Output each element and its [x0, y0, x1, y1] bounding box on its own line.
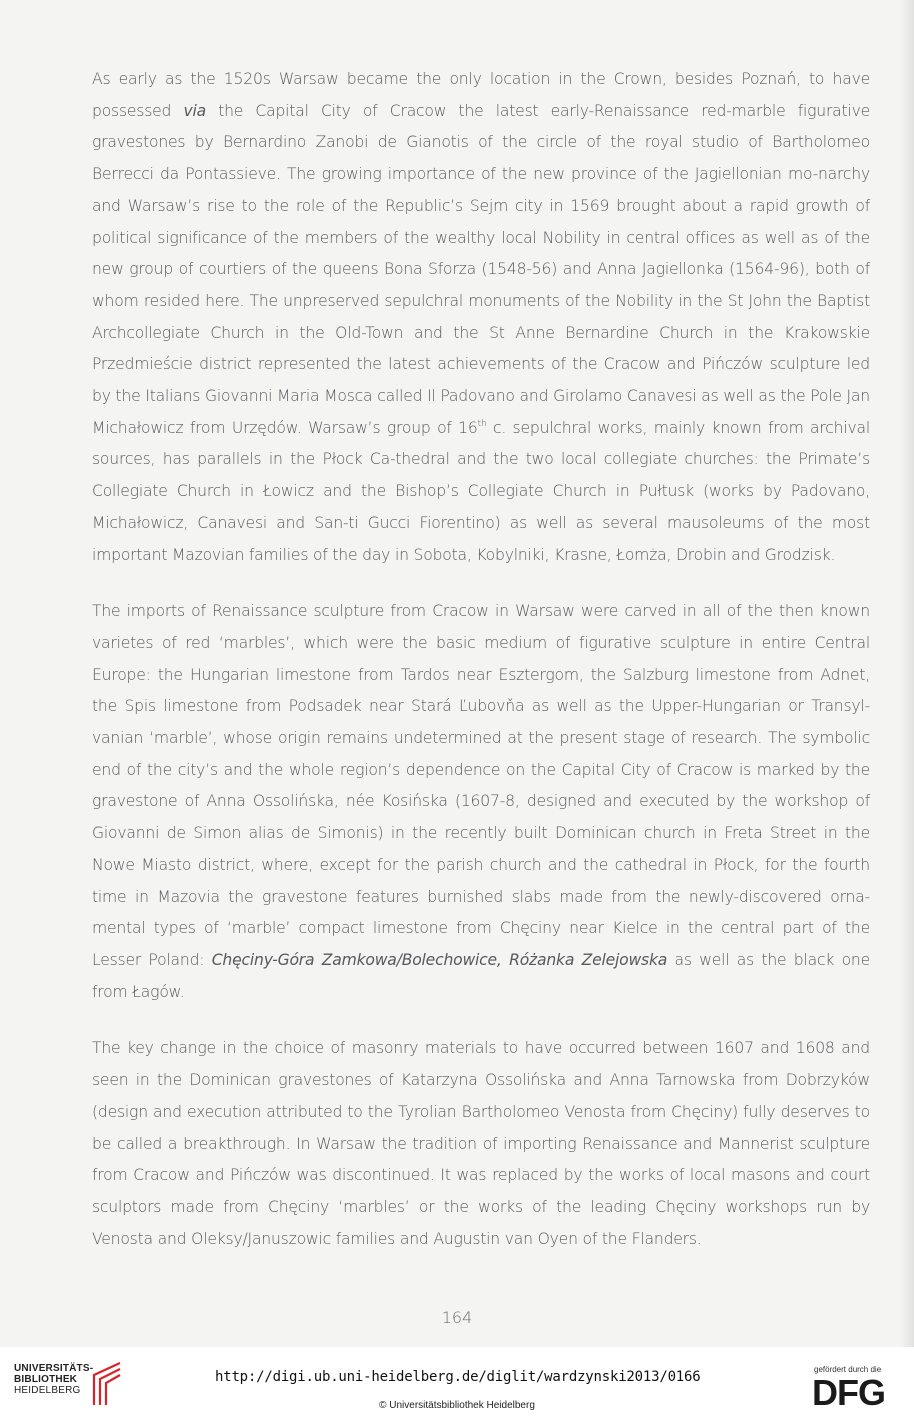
permalink-url[interactable]: http://digi.ub.uni-heidelberg.de/diglit/wardzynski2013/0166	[215, 1369, 701, 1385]
text-run: The imports of Renaissance sculpture from Cracow in Warsaw were carved in all of the then known varietes of red ‘marbles’, which were the basic medium of figurative sculpture in entire Central Europe: the Hungarian limestone from Tardos near Esztergom, the Salzburg limestone from Adnet, the Spis limestone from Podsadek near Stará Ľubovňa as well as the Upper-Hungarian or Transyl-vanian ‘marble’, whose origin remains undetermined at the present stage of research. The symbolic end of the city’s and the whole region’s dependence on the Capital City of Cracow is marked by the gravestone of Anna Ossolińska, née Kosińska (1607-8, designed and executed by the workshop of Giovanni de Simon alias de Simonis) in the recently built Dominican church in Freta Street in the Nowe Miasto district, where, except for the parish church and the cathedral in Płock, for the fourth time in Mazovia the gravestone features burnished slabs made from the newly-discovered orna-mental types of ‘marble’ compact limestone from Chęciny near Kielce in the central part of the Lesser Poland:	[92, 602, 870, 969]
paragraph-2	[92, 596, 870, 1008]
dfg-caption: gefördert durch die	[814, 1365, 882, 1374]
superscript-text: th	[477, 418, 487, 429]
library-logo-text	[14, 1363, 93, 1396]
text-run: The key change in the choice of masonry materials to have occurred between 1607 and 1608 and seen in the Dominican gravestones of Katarzyna Ossolińska and Anna Tarnowska from Dobrzyków (design and execution attributed to the Tyrolian Bartholomeo Venosta from Chęciny) fully deserves to be called a breakthrough. In Warsaw the tradition of importing Renaissance and Mannerist sculpture from Cracow and Pińczów was discontinued. It was replaced by the works of local masons and court sculptors made from Chęciny ‘marbles’ or the works of the leading Chęciny workshops run by Venosta and Oleksy/Januszowic families and Augustin van Oyen of the Flanders.	[92, 1039, 870, 1248]
italic-text: via	[183, 101, 206, 120]
page-number: 164	[441, 1308, 473, 1327]
copyright-notice: © Universitätsbibliothek Heidelberg	[379, 1400, 535, 1411]
text-run: the Capital City of Cracow the latest early-Renaissance red-marble figurative gravestones by Bernardino Zanobi de Gianotis of the circle of the royal studio of Bartholomeo Berrecci da Pontassieve. The growing importance of the new province of the Jagiellonian mo-narchy and Warsaw’s rise to the role of the Republic’s Sejm city in 1569 brought about a rapid growth of political significance of the members of the wealthy local Nobility in central offices as well as of the new group of courtiers of the queens Bona Sforza (1548-56) and Anna Jagiellonka (1564-96), both of whom resided here. The unpreserved sepulchral monuments of the Nobility in the St John the Baptist Archcollegiate Church in the Old-Town and the St Anne Bernardine Church in the Krakowskie Przedmieście district represented the latest achievements of the Cracow and Pińczów sculpture led by the Italians Giovanni Maria Mosca called Il Padovano and Girolamo Canavesi as well as the Pole Jan Michałowicz from Urzędów. Warsaw’s group of 16	[92, 101, 870, 437]
italic-text: Chęciny-Góra Zamkowa/Bolechowice, Różanka Zelejowska	[211, 950, 668, 969]
footer-bar	[0, 1347, 914, 1423]
body-text	[92, 64, 870, 1255]
text-run: as well as the black one from Łagów.	[92, 950, 870, 1001]
text-run: c. sepulchral works, mainly known from archival sources, has parallels in the Płock Ca-thedral and the two local collegiate churches: the Primate’s Collegiate Church in Łowicz and the Bishop’s Collegiate Church in Pułtusk (works by Padovano, Michałowicz, Canavesi and San-ti Gucci Fiorentino) as well as several mausoleums of the most important Mazovian families of the day in Sobota, Kobylniki, Krasne, Łomża, Drobin and Grodzisk.	[92, 418, 870, 564]
text-run: As early as the 1520s Warsaw became the only location in the Crown, besides Poznań, to have possessed	[92, 70, 870, 120]
library-line-2: BIBLIOTHEK	[14, 1374, 78, 1385]
library-line-3: HEIDELBERG	[14, 1385, 81, 1396]
library-line-1: UNIVERSITÄTS-	[14, 1363, 94, 1374]
dfg-logo: DFG	[812, 1372, 885, 1413]
paragraph-1	[92, 64, 870, 571]
paragraph-3	[92, 1033, 870, 1255]
